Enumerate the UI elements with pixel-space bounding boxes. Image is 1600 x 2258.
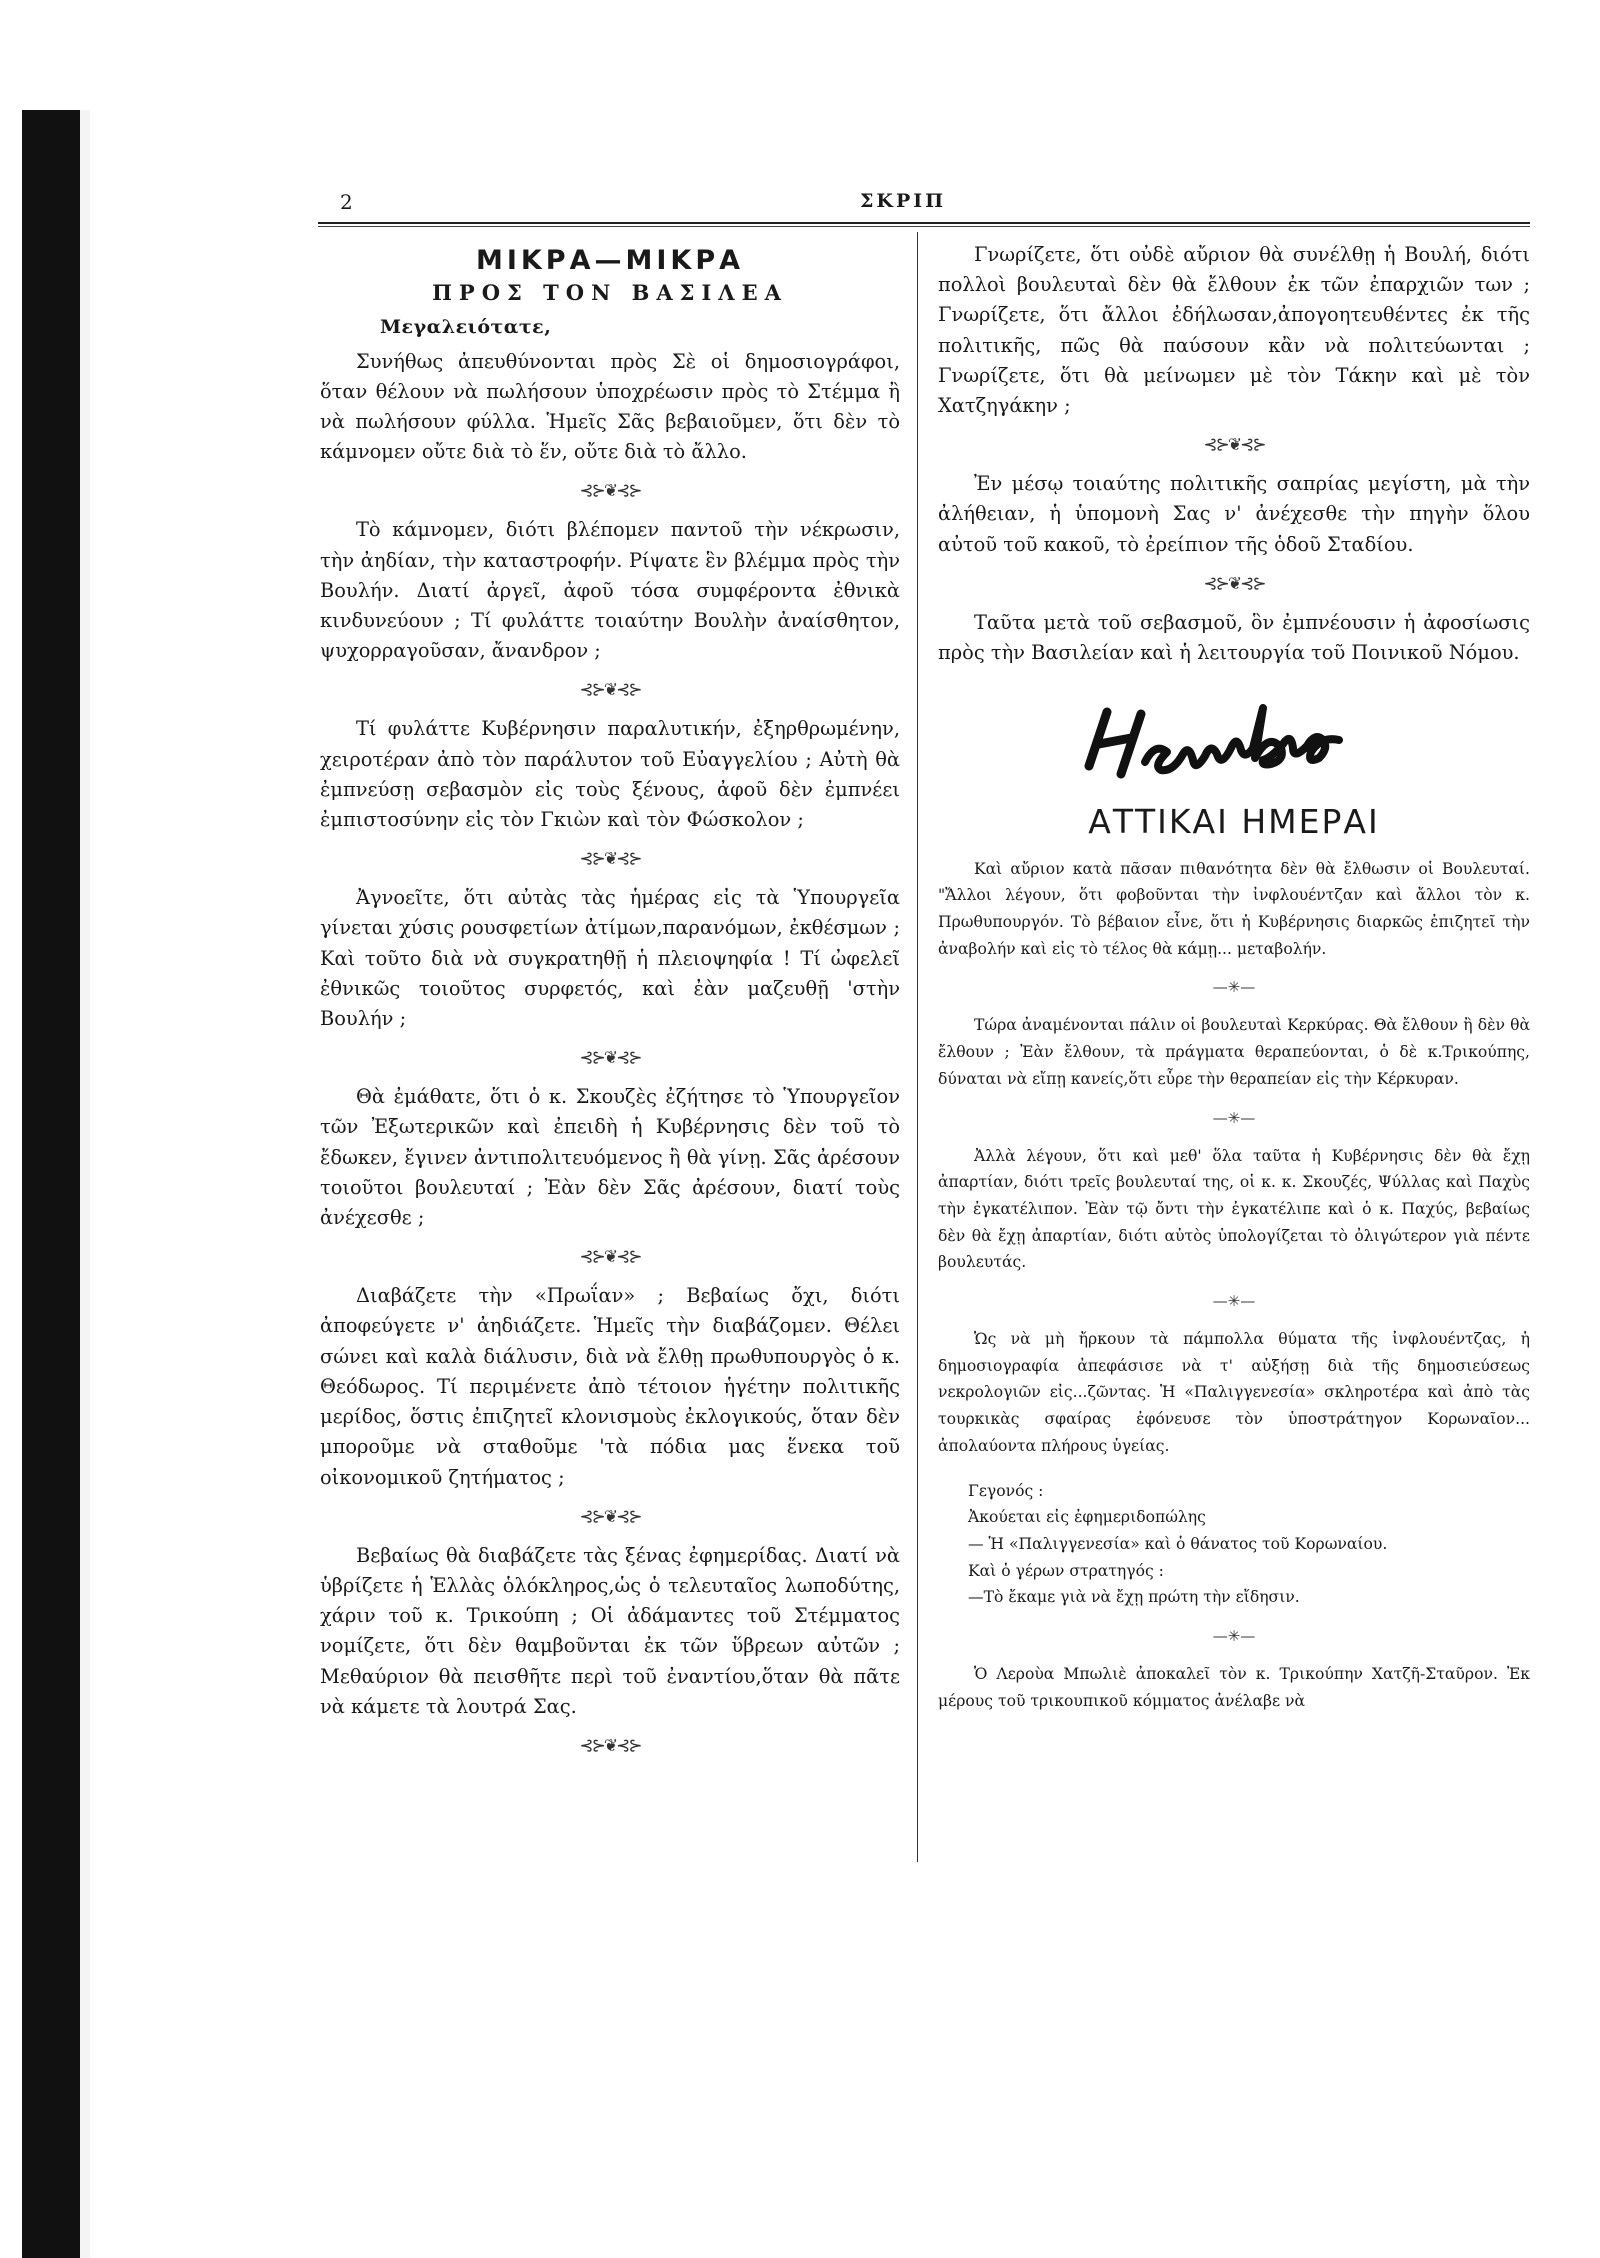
ornament-icon: ⊰⊱❦⊰⊱ xyxy=(579,481,641,502)
right-column xyxy=(938,240,1530,1715)
ornament-icon: ⊰⊱❦⊰⊱ xyxy=(579,849,641,870)
news-item: Τώρα ἀναμένονται πάλιν οἱ βουλευταὶ Κερκύρας. Θὰ ἔλθουν ἢ δὲν θὰ ἔλθουν ; Ἐὰν ἔλθουν, τὰ πράγματα θεραπεύονται, ὁ δὲ κ.Τρικούπης, δύναται νὰ εἴπῃ κανείς,ὅτι εὗρε τὴν θεραπείαν εἰς τὴν Κέρκυραν. xyxy=(938,1016,1530,1088)
paragraph: Βεβαίως θὰ διαβάζετε τὰς ξένας ἐφημερίδας. Διατί νὰ ὑβρίζετε ἡ Ἑλλὰς ὁλόκληρος,ὡς ὁ τελευταῖος λωποδύτης, χάριν τοῦ κ. Τρικούπη ; Οἱ ἀδάμαντες τοῦ Στέμματος νομίζετε, ὅτι δὲν θαμβοῦνται ἐκ τῶν ὕβρεων αὐτῶν ; Μεθαύριον θὰ πεισθῆτε περὶ τοῦ ἐναντίου,ὅταν θὰ πᾶτε νὰ κάμετε τὰ λουτρά Σας. xyxy=(320,1543,900,1718)
paragraph: Τί φυλάττε Κυβέρνησιν παραλυτικήν, ἐξηρθρωμένην, χειροτέραν ἀπὸ τὸν παράλυτον τοῦ Εὐαγγελίου ; Αὐτὴ θὰ ἐμπνεύσῃ σεβασμὸν εἰς τοὺς ξένους, ἀφοῦ δὲν ἐμπνέει ἐμπιστοσύνην εἰς τὸν Γκιὼν καὶ τὸν Φώσκολον ; xyxy=(320,717,900,832)
newspaper-title: ΣΚΡΙΠ xyxy=(860,190,947,212)
dialog-line: —Τὸ ἔκαμε γιὰ νὰ ἔχῃ πρώτη τὴν εἴδησιν. xyxy=(968,1588,1300,1607)
ornament-icon: ⊰⊱❦⊰⊱ xyxy=(579,1506,641,1527)
left-column xyxy=(320,240,900,1770)
ornament-icon: ⊰⊱❦⊰⊱ xyxy=(579,1048,641,1069)
header-rule xyxy=(318,222,1530,224)
header-rule-thin xyxy=(318,226,1530,227)
signature-image xyxy=(938,704,1530,793)
paragraph: Θὰ ἐμάθατε, ὅτι ὁ κ. Σκουζὲς ἐζήτησε τὸ Ὑπουργεῖον τῶν Ἐξωτερικῶν καὶ ἐπειδὴ ἡ Κυβέρνησις δὲν τοῦ τὸ ἔδωκεν, ἔγινεν ἀντιπολιτευόμενος ἢ θὰ γίνῃ. Σᾶς ἀρέσουν τοιοῦτοι βουλευταί ; Ἐὰν δὲν Σᾶς ἀρέσουν, διατί τοὺς ἀνέχεσθε ; xyxy=(320,1085,900,1230)
scan-edge-shadow xyxy=(22,110,80,2258)
ornament-icon: ⊰⊱❦⊰⊱ xyxy=(579,1247,641,1268)
dialog-line: Ἀκούεται εἰς ἐφημεριδοπώλης xyxy=(968,1508,1206,1527)
dialog-line: — Ἡ «Παλιγγενεσία» καὶ ὁ θάνατος τοῦ Κορωναίου. xyxy=(968,1535,1388,1553)
spacer xyxy=(938,1460,1530,1478)
paragraph: Ἐν μέσῳ τοιαύτης πολιτικῆς σαπρίας μεγίστη, μὰ τὴν ἀλήθειαν, ἡ ὑπομονὴ Σας ν' ἀνέχεσθε τὴν πηγὴν ὅλου αὐτοῦ τοῦ κακοῦ, τὸ ἐρείπιον τῆς ὁδοῦ Σταδίου. xyxy=(938,472,1530,556)
asterisk-ornament-icon: —✳— xyxy=(1212,978,1256,997)
paragraph: Διαβάζετε τὴν «Πρωΐαν» ; Βεβαίως ὄχι, διότι ἀποφεύγετε ν' ἀηδιάζετε. Ἡμεῖς τὴν διαβάζομεν. Θέλει σώνει καὶ καλὰ διάλυσιν, διὰ νὰ ἔλθῃ πρωθυπουργὸς ὁ κ. Θεόδωρος. Τί περιμένετε ἀπὸ τέτοιον ἡγέτην πολιτικῆς μερίδος, ὅστις ἐπιζητεῖ κλονισμοὺς ἐκλογικούς, ὅταν δὲν μποροῦμε νὰ σταθοῦμε 'τὰ πόδια μας ἕνεκα τοῦ οἰκονομικοῦ ζητήματος ; xyxy=(320,1284,900,1489)
news-item: Ὁ Λεροὺα Μπωλιὲ ἀποκαλεῖ τὸν κ. Τρικούπην Χατζῆ-Σταῦρον. Ἐκ μέρους τοῦ τρικουπικοῦ κόμματος ἀνέλαβε νὰ xyxy=(938,1665,1530,1710)
signature-svg xyxy=(1069,704,1399,784)
ornament-icon: ⊰⊱❦⊰⊱ xyxy=(1203,573,1265,594)
dialog-line: Γεγονός : xyxy=(968,1481,1044,1500)
salutation: Μεγαλειότατε, xyxy=(380,316,552,339)
column-divider xyxy=(917,232,918,1862)
scan-edge-gap xyxy=(80,110,90,2258)
ornament-icon: ⊰⊱❦⊰⊱ xyxy=(579,680,641,701)
news-item: Ἀλλὰ λέγουν, ὅτι καὶ μεθ' ὅλα ταῦτα ἡ Κυβέρνησις δὲν θὰ ἔχῃ ἀπαρτίαν, διότι τρεῖς βουλευταί της, οἱ κ. κ. Σκουζές, Ψύλλας καὶ Παχὺς τὴν ἐγκατέλιπον. Ἐὰν τῷ ὄντι τὴν ἐγκατέλιπε καὶ ὁ κ. Παχύς, βεβαίως δὲν θὰ ἔχῃ ἀπαρτίαν, διότι αὐτὸς ὑπολογίζεται τὸ ὀλιγώτερον γιὰ πέντε βουλευτάς. xyxy=(938,1146,1530,1272)
dialog-line: Καὶ ὁ γέρων στρατηγός : xyxy=(968,1561,1164,1580)
article-subtitle: ΠΡΟΣ ΤΟΝ ΒΑΣΙΛΕΑ xyxy=(432,280,788,306)
news-items xyxy=(938,856,1530,1715)
news-item: Καὶ αὔριον κατὰ πᾶσαν πιθανότητα δὲν θὰ ἔλθωσιν οἱ Βουλευταί. "Ἄλλοι λέγουν, ὅτι φοβοῦνται τὴν ἰνφλουέντζαν καὶ ἄλλοι τὸν κ. Πρωθυπουργόν. Τὸ βέβαιον εἶνε, ὅτι ἡ Κυβέρνησις διαρκῶς ἐπιζητεῖ τὴν ἀναβολήν καὶ εἰς τὸ τέλος θὰ κάμῃ... μεταβολήν. xyxy=(938,859,1530,958)
asterisk-ornament-icon: —✳— xyxy=(1212,1627,1256,1646)
paragraph: Συνήθως ἀπευθύνονται πρὸς Σὲ οἱ δημοσιογράφοι, ὅταν θέλουν νὰ πωλήσουν ὑποχρέωσιν πρὸς τὸ Στέμμα ἢ νὰ πωλήσουν φύλλα. Ἡμεῖς Σᾶς βεβαιοῦμεν, ὅτι δὲν τὸ κάμνομεν οὔτε διὰ τὸ ἕν, οὔτε διὰ τὸ ἄλλο. xyxy=(320,349,900,464)
asterisk-ornament-icon: —✳— xyxy=(1212,1292,1256,1311)
ornament-icon: ⊰⊱❦⊰⊱ xyxy=(579,1735,641,1756)
paragraph: Ταῦτα μετὰ τοῦ σεβασμοῦ, ὃν ἐμπνέουσιν ἡ ἀφοσίωσις πρὸς τὴν Βασιλείαν καὶ ἡ λειτουργία τοῦ Ποινικοῦ Νόμου. xyxy=(938,610,1530,665)
section-title: ΑΤΤΙΚΑΙ ΗΜΕΡΑΙ xyxy=(1088,802,1380,842)
paragraph: Ἀγνοεῖτε, ὅτι αὐτὰς τὰς ἡμέρας εἰς τὰ Ὑπουργεῖα γίνεται χύσις ρουσφετίων ἀτίμων,παρανόμων, ἐκθέσμων ; Καὶ τοῦτο διὰ νὰ συγκρατηθῇ ἡ πλειοψηφία ! Τί ὠφελεῖ ἐθνικῶς τοιοῦτος συρφετός, καὶ ἐὰν μαζευθῇ 'στὴν Βουλήν ; xyxy=(320,886,900,1031)
news-item: Ὡς νὰ μὴ ἤρκουν τὰ πάμπολλα θύματα τῆς ἰνφλουέντζας, ἡ δημοσιογραφία ἀπεφάσισε νὰ τ' αὐξήσῃ διὰ τῆς δημοσιεύσεως νεκρολογιῶν εἰς...ζῶντας. Ἡ «Παλιγγενεσία» σκληροτέρα καὶ ἀπὸ τὰς τουρκικὰς σφαίρας ἐφόνευσε τὸν ὑποστράτηγον Κορωναῖον... ἀπολαύοντα πλήρους ὑγείας. xyxy=(938,1330,1530,1455)
page-number: 2 xyxy=(340,190,353,214)
paragraph: Γνωρίζετε, ὅτι οὐδὲ αὔριον θὰ συνέλθῃ ἡ Βουλή, διότι πολλοὶ βουλευταὶ δὲν θὰ ἔλθουν ἐκ τῶν ἐπαρχιῶν των ; Γνωρίζετε, ὅτι ἄλλοι ἐδήλωσαν,ἀπογοητευθέντες ἐκ τῆς πολιτικῆς, πῶς θὰ παύσουν κἂν νὰ πολιτεύωνται ; Γνωρίζετε, ὅτι θὰ μείνωμεν μὲ τὸν Τάκην καὶ μὲ τὸν Χατζηγάκην ; xyxy=(938,243,1530,418)
article-title: ΜΙΚΡΑ—ΜΙΚΡΑ xyxy=(475,245,745,276)
ornament-icon: ⊰⊱❦⊰⊱ xyxy=(1203,435,1265,456)
asterisk-ornament-icon: —✳— xyxy=(1212,1108,1256,1127)
paragraph: Τὸ κάμνομεν, διότι βλέπομεν παντοῦ τὴν νέκρωσιν, τὴν ἀηδίαν, τὴν καταστροφήν. Ρίψατε ἓν βλέμμα πρὸς τὴν Βουλήν. Διατί ἀργεῖ, ἀφοῦ τόσα συμφέροντα ἐθνικὰ κινδυνεύουν ; Τί φυλάττε τοιαύτην Βουλὴν ἀναίσθητον, ψυχορραγοῦσαν, ἄνανδρον ; xyxy=(320,518,900,663)
